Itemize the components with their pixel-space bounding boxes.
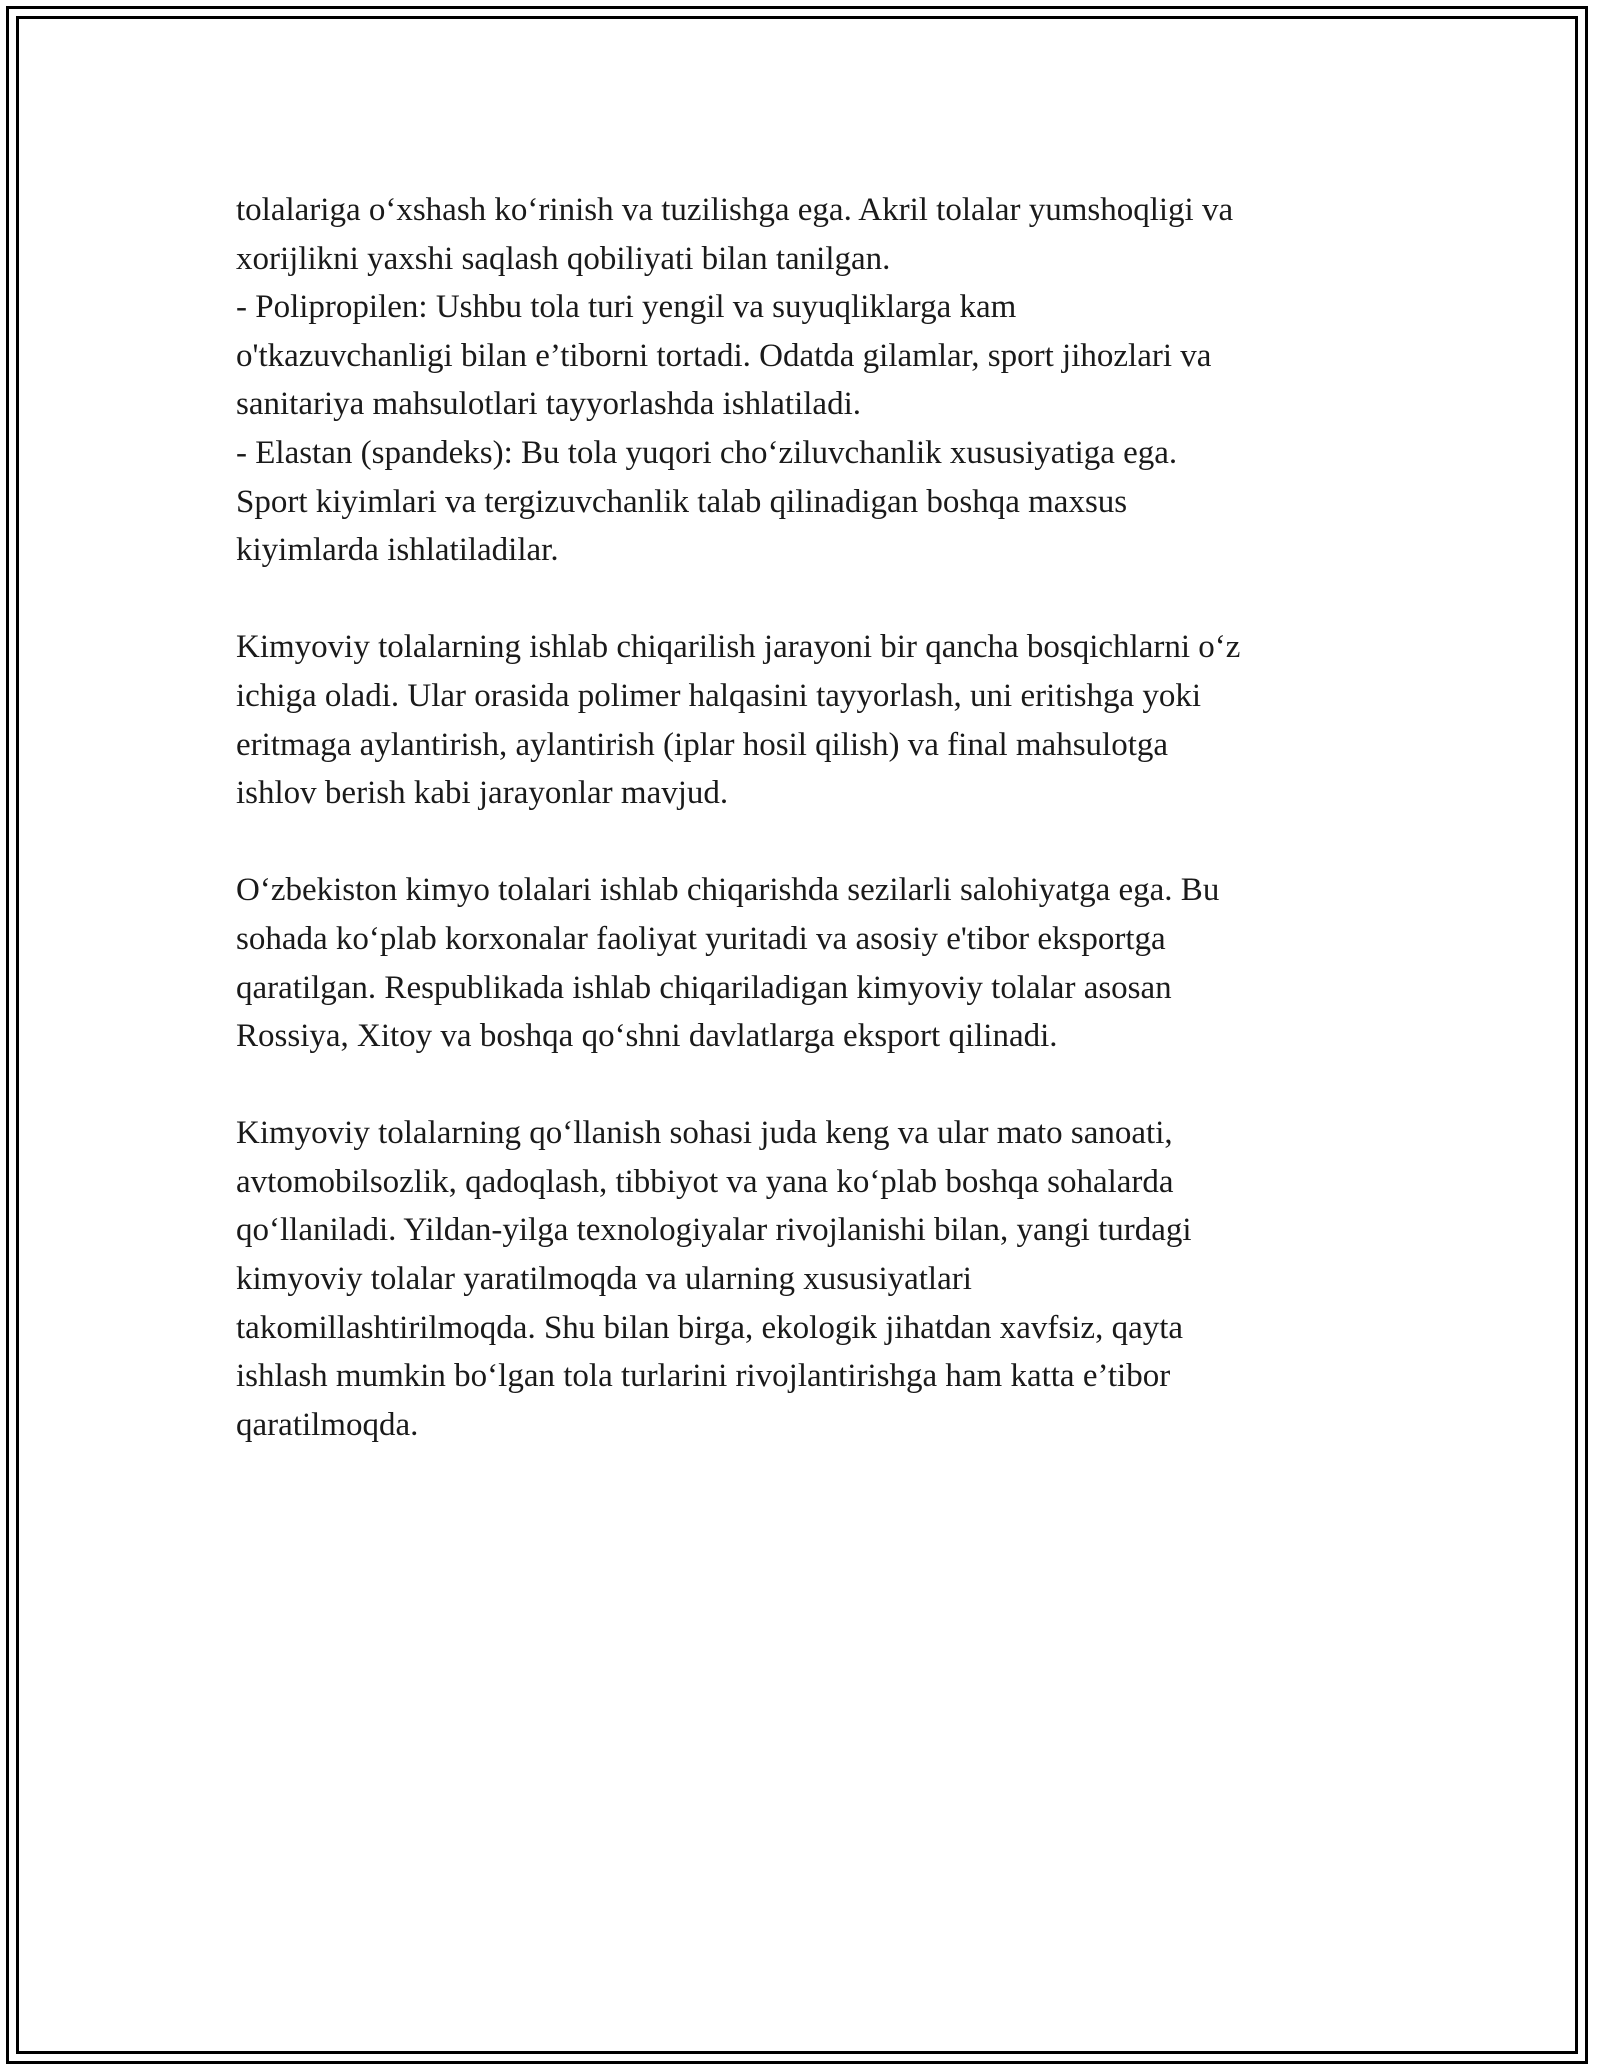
document-body [236, 186, 1386, 1449]
paragraph-production-process: Kimyoviy tolalarning ishlab chiqarilish jarayoni bir qancha bosqichlarni o‘z ichiga oladi. Ular orasida polimer halqasini tayyorlash, uni eritishga yoki eritmaga aylantirish, aylantirish (iplar hosil qilish) va final mahsulotga ishlov berish kabi jarayonlar mavjud. [236, 629, 1241, 812]
paragraph-applications: Kimyoviy tolalarning qo‘llanish sohasi juda keng va ular mato sanoati, avtomobilsozlik, qadoqlash, tibbiyot va yana ko‘plab boshqa sohalarda qo‘llaniladi. Yildan-yilga texnologiyalar rivojlanishi bilan, yangi turdagi kimyoviy tolalar yaratilmoqda va ularning xususiyatlari takomillashtirilmoqda. Shu bilan birga, ekologik jihatdan xavfsiz, qayta ishlash mumkin bo‘lgan tola turlarini rivojlantirishga ham katta e’tibor qaratilmoqda. [236, 1115, 1192, 1443]
paragraph-fiber-types: tolalariga o‘xshash ko‘rinish va tuzilishga ega. Akril tolalar yumshoqligi va xorijlikni yaxshi saqlash qobiliyati bilan tanilgan. - Polipropilen: Ushbu tola turi yengil va suyuqliklarga kam o'tkazuvchanligi bilan e’tiborni tortadi. Odatda gilamlar, sport jihozlari va sanitariya mahsulotlari tayyorlashda ishlatiladi. - Elastan (spandeks): Bu tola yuqori cho‘ziluvchanlik xususiyatiga ega. Sport kiyimlari va tergizuvchanlik talab qilinadigan boshqa maxsus kiyimlarda ishlatiladilar. [236, 192, 1234, 569]
paragraph-uzbekistan-potential: O‘zbekiston kimyo tolalari ishlab chiqarishda sezilarli salohiyatga ega. Bu sohada ko‘plab korxonalar faoliyat yuritadi va asosiy e'tibor eksportga qaratilgan. Respublikada ishlab chiqariladigan kimyoviy tolalar asosan Rossiya, Xitoy va boshqa qo‘shni davlatlarga eksport qilinadi. [236, 872, 1220, 1055]
